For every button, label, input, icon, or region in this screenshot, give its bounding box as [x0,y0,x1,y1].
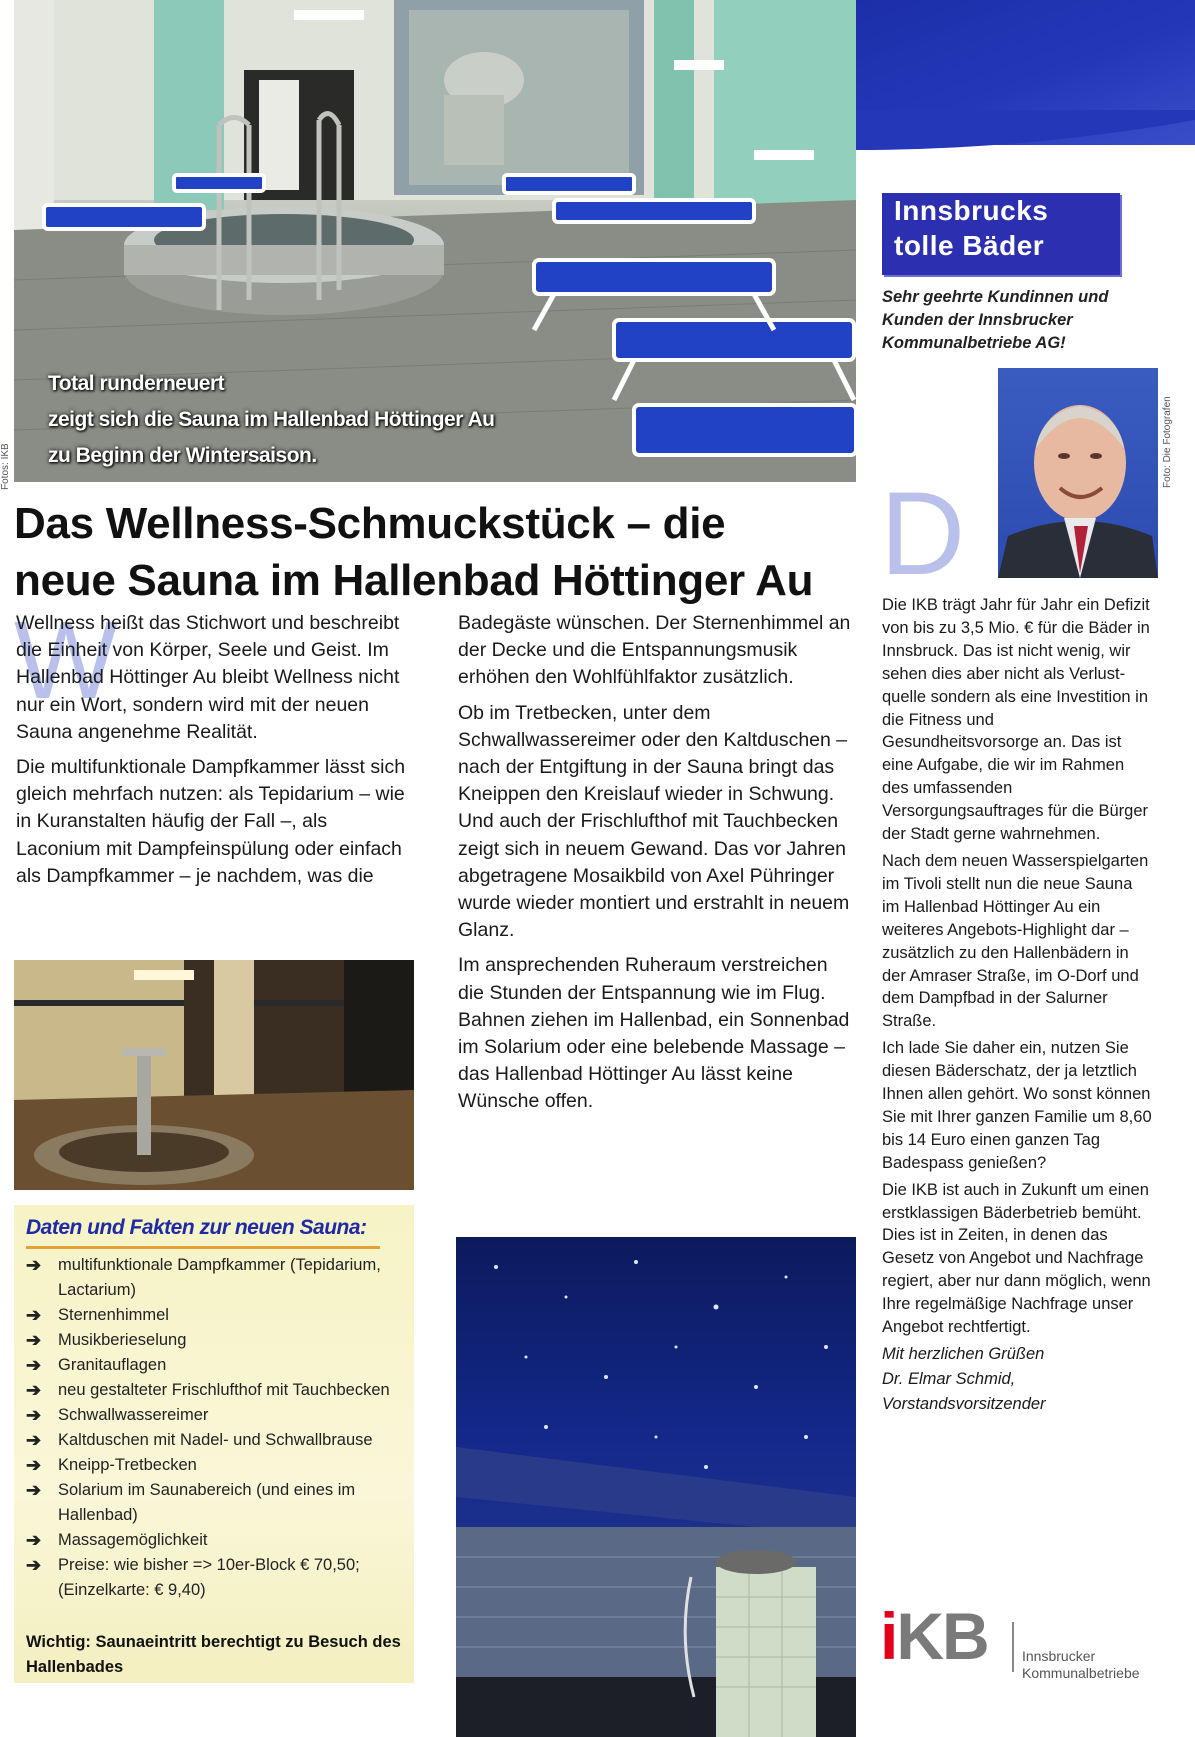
facts-item: ➔ Schwallwassereimer [26,1403,406,1428]
facts-list [26,1253,406,1603]
arrow-right-icon: ➔ [26,1480,42,1500]
facts-item: ➔ Solarium im Saunabereich (und eines im Hallenbad) [26,1480,356,1524]
arrow-right-icon: ➔ [26,1405,42,1425]
hero-caption-line-3: zu Beginn der Wintersaison. [48,444,317,467]
facts-item: ➔ Kaltduschen mit Nadel- und Schwallbrause [26,1428,406,1453]
hero-caption-line-1: Total runderneuert [48,372,225,395]
letter-paragraph-4: Die IKB ist auch in Zukunft um einen erstklassigen Bäderbetrieb bemüht. Dies ist in Zeiten, in denen das Gesetz von Angebot und Nachfrage regiert, aber nur dann möglich, wenn Ihre regelmäßige Nachfrage unser Angebot rechtfertigt. [882,1180,1151,1337]
headline-line-2: neue Sauna im Hallenbad Höttinger Au [14,556,814,605]
tretbecken-photo [14,960,414,1190]
signature-title: Vorstandsvorsitzender [882,1394,1046,1413]
arrow-right-icon: ➔ [26,1455,42,1475]
facts-item: ➔ Massagemöglichkeit [26,1528,406,1553]
facts-item: ➔ Musikberieselung [26,1328,406,1353]
ikb-logo-i: i [880,1599,897,1673]
article-column-1 [16,610,416,898]
ikb-logo-kb: KB [896,1599,988,1673]
facts-item: ➔ Sternenhimmel [26,1303,406,1328]
hero-caption-line-2: zeigt sich die Sauna im Hallenbad Höttinger Au [48,408,495,431]
facts-title-underline [26,1246,380,1249]
letter-paragraph-3: Ich lade Sie daher ein, nutzen Sie diesen Bäderschatz, der ja letztlich Ihnen allen gehört. Wo sonst können Sie mit Ihrer ganzen Familie um 8,60 bis 14 Euro einen ganzen Tag Badespass genießen? [882,1039,1152,1172]
article-paragraph-4: Ob im Tretbecken, unter dem Schwallwassereimer oder den Kaltduschen – nach der Entgiftung in der Sauna bringt das Kneippen den Kreislauf wieder in Schwung. Und auch der Frischlufthof mit Tauchbecken zeigt sich in neuem Gewand. Das vor Jahren abgetragene Mosaikbild von Axel Pühringer wurde wieder montiert und erstrahlt in neuem Glanz. [458,701,850,942]
facts-important-note: Wichtig: Saunaeintritt berechtigt zu Besuch des Hallenbades [26,1633,401,1676]
article-paragraph-2: Die multifunktionale Dampfkammer lässt sich gleich mehrfach nutzen: als Tepidarium – wie in Kuranstalten häufig der Fall –, als Laconium mit Dampfeinspülung oder einfach als Dampfkammer – je nachdem, was die [16,756,406,887]
article-headline [14,495,864,609]
facts-item: ➔ Granitauflagen [26,1353,406,1378]
ikb-logo [880,1598,988,1674]
article-paragraph-3: Badegäste wünschen. Der Sternenhimmel an der Decke und die Entspannungsmusik erhöhen den Wohlfühlfaktor zusätzlich. [458,612,851,689]
sidebar-title-line-1: Innsbrucks [894,195,1049,226]
sidebar-title [882,193,1120,275]
article-dropcap: W [14,599,118,722]
arrow-right-icon: ➔ [26,1530,42,1550]
starry-ceiling-illustration [456,1237,856,1737]
hero-photo-credit: Fotos: IKB [0,443,11,490]
portrait-illustration [998,368,1158,578]
sidebar-dropcap: D [880,468,966,600]
facts-item: ➔ neu gestalteter Frischlufthof mit Tauchbecken [26,1378,406,1403]
logo-subtitle [1022,1648,1140,1682]
facts-item: ➔ Preise: wie bisher => 10er-Block € 70,50; (Einzelkarte: € 9,40) [26,1555,360,1599]
sauna-starry-ceiling-photo [456,1237,856,1737]
article-column-2 [458,610,858,1124]
tretbecken-illustration [14,960,414,1190]
portrait-photo-credit: Foto: Die Fotografen [1162,396,1173,488]
article-paragraph-5: Im ansprechenden Ruheraum verstreichen die Stunden der Entspannung wie im Flug. Bahnen ziehen im Hallenbad, ein Sonnenbad im Solarium oder eine belebende Massage – das Hallenbad Höttinger Au lässt keine Wünsche offen. [458,954,850,1113]
arrow-right-icon: ➔ [26,1355,42,1375]
letter-paragraph-1: Die IKB trägt Jahr für Jahr ein Defizit von bis zu 3,5 Mio. € für die Bäder in Innsbruck. Das ist nicht wenig, wir sehen dies aber nicht als Verlustquelle sondern als eine Investition in die Fitness und Gesundheitsvorsorge an. Das ist eine Aufgabe, die wir im Rahmen des umfassenden Versorgungsauftrages für die Bürger der Stadt gerne wahrnehmen. [882,596,1150,844]
arrow-right-icon: ➔ [26,1330,42,1350]
sidebar-title-line-2: tolle Bäder [894,230,1045,261]
logo-subtitle-line-1: Innsbrucker [1022,1648,1096,1664]
facts-item: ➔ Kneipp-Tretbecken [26,1453,406,1478]
facts-item: ➔ multifunktionale Dampfkammer (Tepidarium, Lactarium) [26,1255,381,1299]
headline-line-1: Das Wellness-Schmuckstück – die [14,499,726,548]
arrow-right-icon: ➔ [26,1555,42,1575]
letter-paragraph-2: Nach dem neuen Wasserspielgarten im Tivoli stellt nun die neue Sauna im Hallenbad Höttinger Au ein weiteres Angebots-Highlight dar – zusätzlich zu den Hallenbädern in der Amraser Straße, im O-Dorf und dem Dampfbad in der Salurner Straße. [882,851,1149,1031]
sidebar-letter [882,594,1154,1416]
arrow-right-icon: ➔ [26,1380,42,1400]
sidebar-band-wave [856,110,1195,150]
arrow-right-icon: ➔ [26,1255,42,1275]
facts-title: Daten und Fakten zur neuen Sauna: [26,1216,367,1239]
article-paragraph-1: Wellness heißt das Stichwort und beschreibt die Einheit von Körper, Seele und Geist. Im Hallenbad Höttinger Au bleibt Wellness nicht nur ein Wort, sondern wird mit der neuen Sauna angenehme Realität. [16,612,400,743]
logo-divider [1012,1622,1014,1672]
arrow-right-icon: ➔ [26,1305,42,1325]
portrait-photo [998,368,1158,578]
hero-photo [14,0,856,482]
arrow-right-icon: ➔ [26,1430,42,1450]
signature-name: Dr. Elmar Schmid, [882,1369,1016,1388]
sidebar-intro: Sehr geehrte Kundinnen und Kunden der Innsbrucker Kommunalbetriebe AG! [882,288,1109,352]
signature-greeting: Mit herzlichen Grüßen [882,1345,1045,1363]
logo-subtitle-line-2: Kommunalbetriebe [1022,1665,1140,1681]
